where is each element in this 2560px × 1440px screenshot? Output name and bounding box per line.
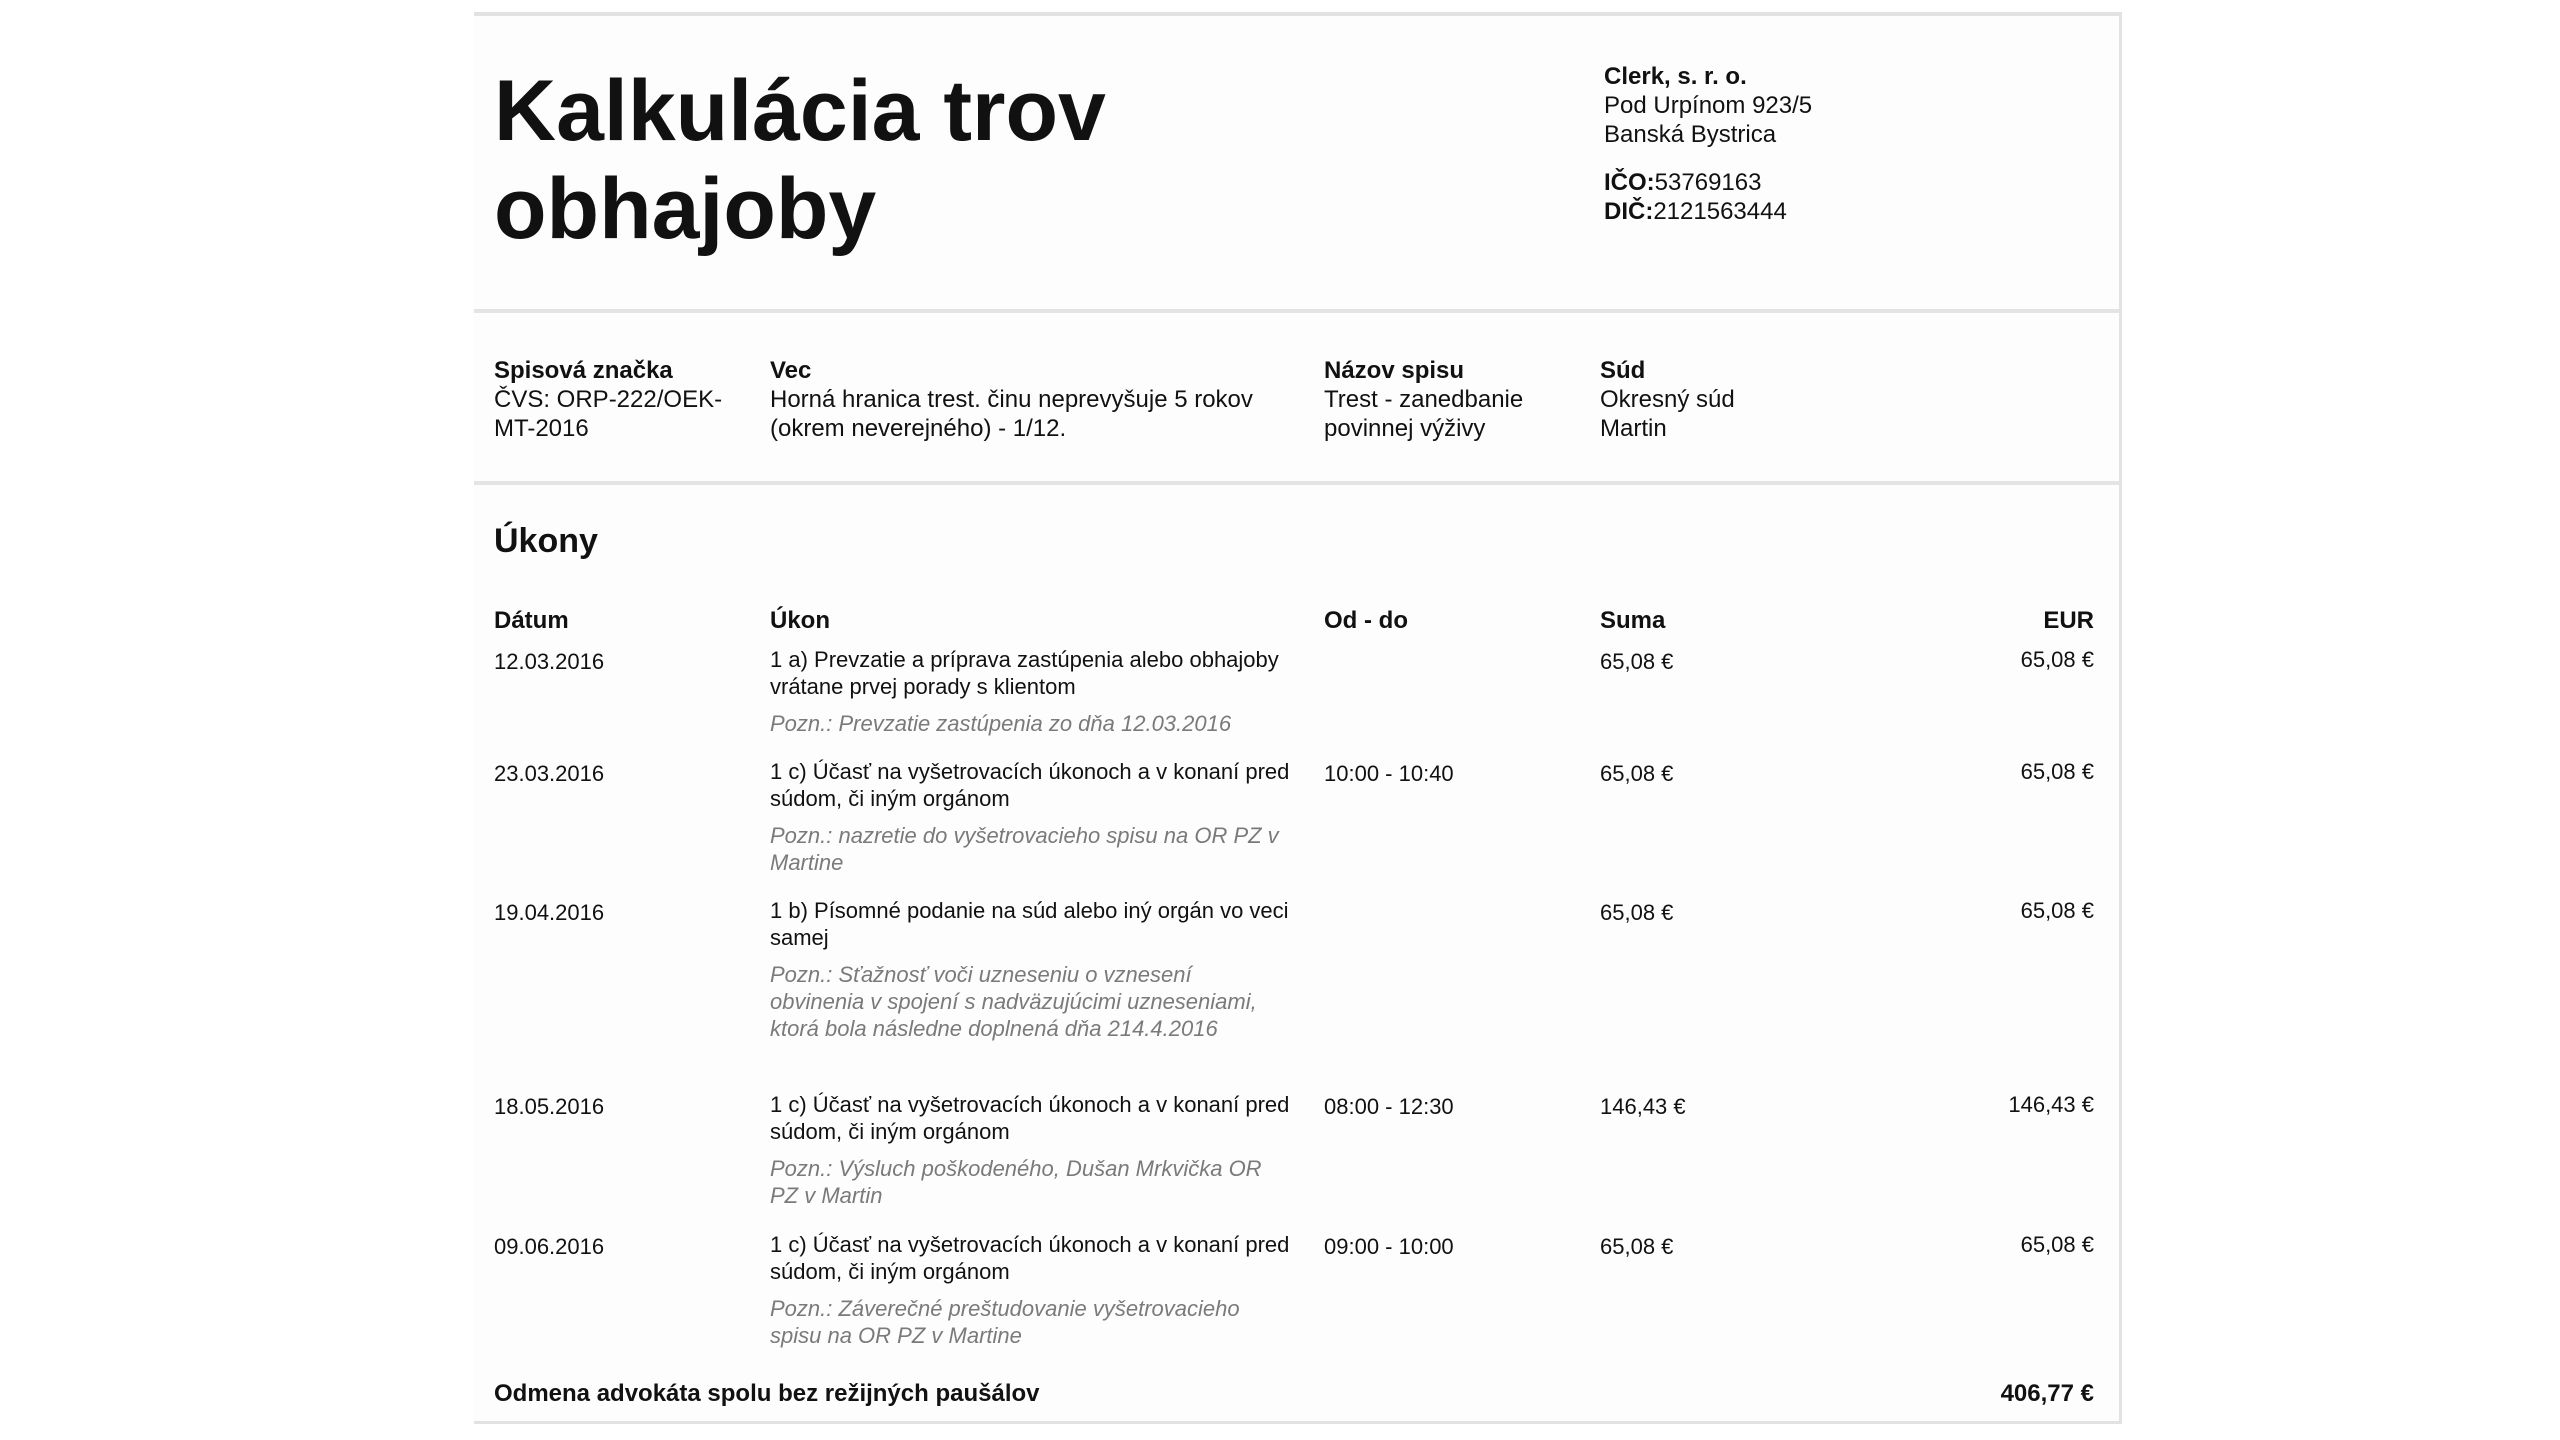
header-divider (474, 309, 2119, 313)
row-time: 10:00 - 10:40 (1324, 761, 1454, 786)
row-task (770, 646, 1290, 737)
row-sum: 65,08 € (1600, 649, 1674, 674)
company-street: Pod Urpínom 923/5 (1604, 92, 1813, 119)
row-eur: 65,08 € (2020, 759, 2094, 784)
row-task (770, 758, 1290, 876)
row-eur: 65,08 € (2020, 1232, 2094, 1257)
company-name: Clerk, s. r. o. (1604, 63, 1747, 90)
case-matter-label: Vec (770, 357, 812, 384)
company-dic-value: 2121563444 (1653, 198, 1787, 225)
row-time: 09:00 - 10:00 (1324, 1234, 1454, 1259)
case-file-number (494, 356, 744, 443)
row-date: 09.06.2016 (494, 1234, 605, 1259)
row-date: 23.03.2016 (494, 761, 605, 786)
case-court-label: Súd (1600, 357, 1646, 384)
column-header-task: Úkon (770, 607, 830, 634)
case-matter (770, 356, 1290, 443)
column-header-date: Dátum (494, 607, 569, 634)
row-note: Pozn.: Sťažnosť voči uzneseniu o vznesení obvinenia v spojení s nadväzujúcimi uzneseniami, ktorá bola následne doplnená dňa 214.4.2016 (770, 962, 1257, 1041)
document-title: Kalkulácia trov obhajoby (494, 63, 1106, 257)
case-file-label: Spisová značka (494, 357, 673, 384)
row-note: Pozn.: nazretie do vyšetrovacieho spisu na OR PZ v Martine (770, 823, 1279, 875)
row-task (770, 897, 1290, 1042)
row-task-text: 1 c) Účasť na vyšetrovacích úkonoch a v konaní pred súdom, či iným orgánom (770, 1232, 1290, 1284)
row-sum: 65,08 € (1600, 900, 1674, 925)
row-eur: 65,08 € (2020, 647, 2094, 672)
company-dic-label: DIČ: (1604, 198, 1654, 225)
case-court-value: Okresný súd Martin (1600, 386, 1735, 442)
total-value: 406,77 € (2000, 1380, 2094, 1407)
row-note: Pozn.: Výsluch poškodeného, Dušan Mrkvička OR PZ v Martin (770, 1156, 1262, 1208)
column-header-eur: EUR (2043, 607, 2094, 634)
row-sum: 65,08 € (1600, 761, 1674, 786)
row-time: 08:00 - 12:30 (1324, 1094, 1454, 1119)
company-ico-value: 53769163 (1654, 169, 1762, 196)
case-file-value: ČVS: ORP-222/OEK-MT-2016 (494, 386, 723, 442)
case-name-label: Názov spisu (1324, 357, 1465, 384)
company-city: Banská Bystrica (1604, 121, 1777, 148)
document-page (474, 12, 2122, 1424)
case-matter-value: Horná hranica trest. činu neprevyšuje 5 rokov (okrem neverejného) - 1/12. (770, 386, 1253, 442)
services-title: Úkony (494, 522, 598, 560)
row-task-text: 1 c) Účasť na vyšetrovacích úkonoch a v konaní pred súdom, či iným orgánom (770, 1092, 1290, 1144)
row-date: 19.04.2016 (494, 900, 605, 925)
row-eur: 65,08 € (2020, 898, 2094, 923)
row-note: Pozn.: Záverečné preštudovanie vyšetrovacieho spisu na OR PZ v Martine (770, 1296, 1240, 1348)
total-label: Odmena advokáta spolu bez režijných paušálov (494, 1380, 1040, 1407)
row-task-text: 1 a) Prevzatie a príprava zastúpenia alebo obhajoby vrátane prvej porady s klientom (770, 647, 1279, 699)
row-task (770, 1231, 1290, 1349)
row-sum: 65,08 € (1600, 1234, 1674, 1259)
column-header-time: Od - do (1324, 607, 1408, 634)
company-ico-label: IČO: (1604, 169, 1655, 196)
company-dic (1604, 197, 1812, 226)
case-court (1600, 356, 1770, 443)
row-eur: 146,43 € (2008, 1092, 2094, 1117)
column-header-sum: Suma (1600, 607, 1666, 634)
row-date: 18.05.2016 (494, 1094, 605, 1119)
case-name-value: Trest - zanedbanie povinnej výživy (1324, 386, 1524, 442)
row-task (770, 1091, 1290, 1209)
row-task-text: 1 c) Účasť na vyšetrovacích úkonoch a v konaní pred súdom, či iným orgánom (770, 759, 1290, 811)
company-info (1604, 62, 1812, 226)
row-note: Pozn.: Prevzatie zastúpenia zo dňa 12.03.2016 (770, 711, 1232, 736)
row-sum: 146,43 € (1600, 1094, 1686, 1119)
row-date: 12.03.2016 (494, 649, 605, 674)
company-ico (1604, 168, 1812, 197)
row-task-text: 1 b) Písomné podanie na súd alebo iný orgán vo veci samej (770, 898, 1289, 950)
case-name (1324, 356, 1548, 443)
case-divider (474, 481, 2119, 485)
